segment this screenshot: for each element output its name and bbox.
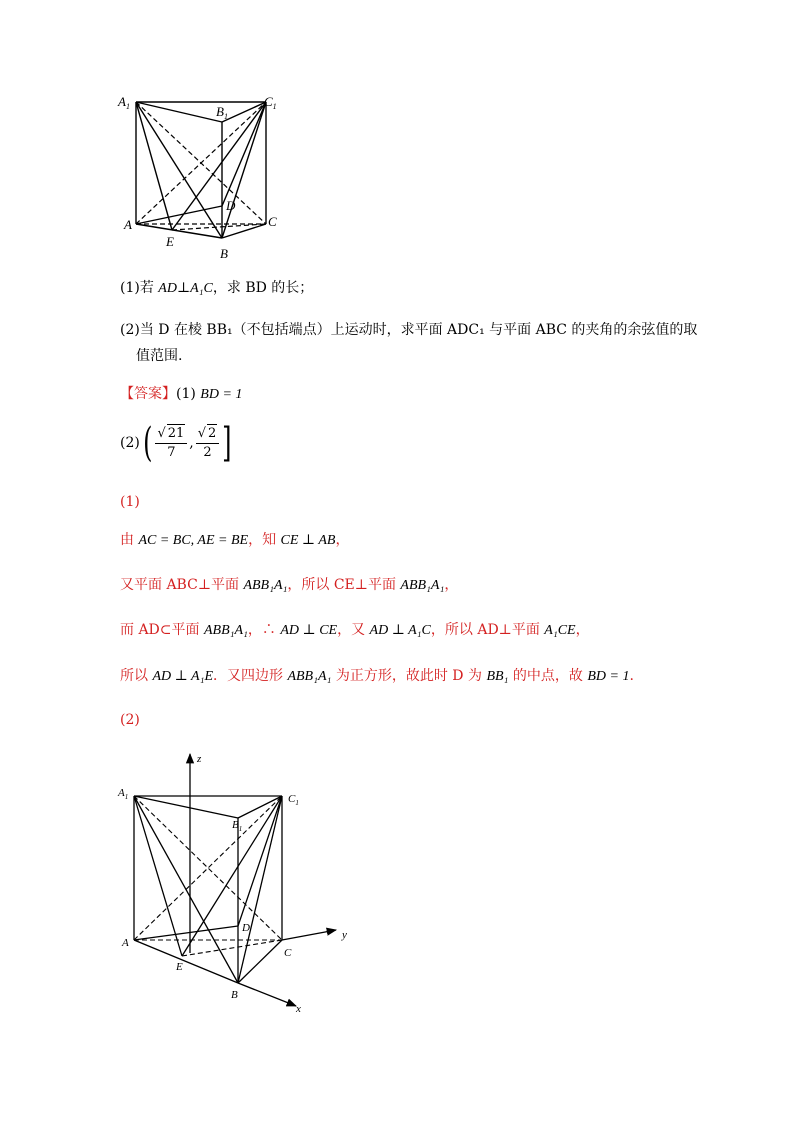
axis-label-z: z [197, 753, 202, 765]
answer-part-1: 【答案】(1) BD = 1 [120, 386, 243, 402]
answer-part-2: (2) ( $\frac{√ 21}{7}$ , $\frac{√ 2}{2}$ ] [120, 420, 232, 466]
solution-step-4: 所以 AD ⊥ A₁E．又四边形 ABB₁A₁ 为正方形，故此时 D 为 BB₁ 的中点，故 BD = 1. [120, 668, 634, 684]
question-2-line-2: 值范围. [136, 348, 183, 364]
label-B1: $B_1$ [216, 104, 228, 121]
axis-label-x: x [296, 1003, 301, 1015]
label2-E: E [176, 961, 183, 973]
label-A: A [124, 217, 132, 232]
prism-diagram-1 [110, 88, 300, 263]
fraction-sqrt2-over-2: $\frac{√ 2}{2}$ [196, 424, 220, 462]
label-E: E [166, 234, 174, 249]
question-2-line-1: (2)当 D 在棱 BB₁（不包括端点）上运动时，求平面 ADC₁ 与平面 ABC 的夹角的余弦值的取 [120, 322, 698, 338]
prism-figure-1 [110, 88, 300, 263]
label2-A1: $A_1$ [118, 787, 129, 801]
label2-B: B [231, 989, 238, 1001]
label2-A: A [122, 937, 129, 949]
solution-step-3: 而 AD⊂平面 ABB₁A₁，∴ AD ⊥ CE，又 AD ⊥ A₁C，所以 AD⊥平面 A₁CE， [120, 622, 590, 638]
label-A1: $A_1$ [118, 94, 130, 111]
solution-step-1: 由 AC = BC, AE = BE，知 CE ⊥ AB， [120, 532, 350, 548]
answer-label: 【答案】 [120, 386, 176, 402]
label-C: C [268, 214, 277, 229]
prism-diagram-2 [110, 748, 370, 1020]
right-bracket: ] [222, 420, 232, 466]
prism-figure-2 [110, 748, 370, 1020]
left-paren: ( [142, 420, 153, 466]
label-C1: $C_1$ [264, 94, 277, 111]
label2-D: D [242, 922, 250, 934]
solution-part-2-heading: (2) [120, 712, 140, 728]
label-D: D [226, 198, 236, 213]
axis-label-y: y [342, 929, 347, 941]
label2-C1: $C_1$ [288, 793, 299, 807]
label-B: B [220, 246, 228, 261]
solution-step-2: 又平面 ABC⊥平面 ABB₁A₁，所以 CE⊥平面 ABB₁A₁， [120, 577, 459, 593]
question-1: (1)若 AD⊥A₁C，求 BD 的长； [120, 280, 314, 296]
fraction-sqrt21-over-7: $\frac{√ 21}{7}$ [155, 424, 187, 462]
label2-C: C [284, 947, 292, 959]
label2-B1: $B_1$ [232, 819, 243, 833]
solution-part-1-heading: (1) [120, 494, 140, 510]
